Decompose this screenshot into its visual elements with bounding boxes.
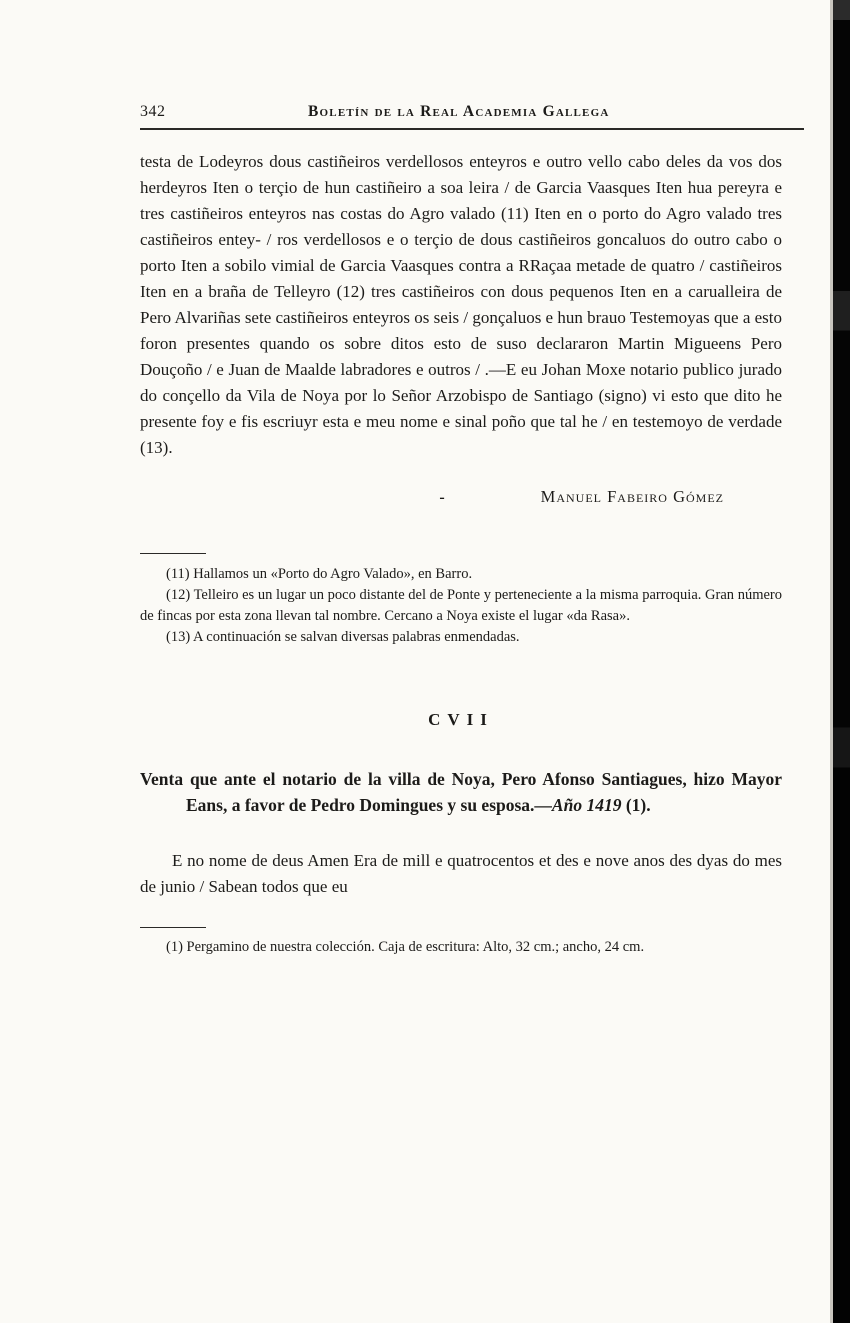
author-signature: Manuel Fabeiro Gómez [540, 487, 724, 506]
page-number: 342 [140, 103, 166, 120]
page-header [140, 103, 782, 121]
footnote-rule [140, 553, 206, 554]
section-body-paragraph: E no nome de deus Amen Era de mill e quatrocentos et des e nove anos des dyas do mes de junio / Sabean todos que eu [140, 851, 782, 896]
section-title [140, 766, 782, 818]
book-binding-scan-bar [830, 0, 850, 1323]
footnote-1: (1) Pergamino de nuestra colección. Caja de escritura: Alto, 32 cm.; ancho, 24 cm. [166, 939, 645, 955]
page-content [140, 103, 782, 958]
footnote-11: (11) Hallamos un «Porto do Agro Valado», en Barro. [166, 566, 473, 582]
bottom-footnote-rule [140, 927, 206, 928]
section-title-tail: (1). [621, 795, 651, 815]
section-title-year: Año 1419 [551, 795, 622, 815]
signature-dash: - [439, 489, 445, 506]
journal-title: Boletín de la Real Academia Gallega [307, 103, 610, 120]
document-body-paragraph: testa de Lodeyros dous castiñeiros verdellosos enteyros e outro vello cabo deles da vos dos herdeyros Iten o terçio de hun castiñeiro a soa leira / de Garcia Vaasques Iten hua pereyra e tres castiñeiros enteyros nas costas do Agro valado (11) Iten en o porto do Agro valado tres castiñeiros entey- / ros verdellosos e o terçio de dous castiñeiros goncaluos do outro cabo o porto Iten a sobilo vimial de Garcia Vaasques contra a RRaçaa metade de quatro / castiñeiros Iten en a braña de Telleyro (12) tres castiñeiros con dous pequenos Iten en a carualleira de Pero Alvariñas sete castiñeiros enteyros os seis / gonçaluos e hun brauo Testemoyas que a esto foron presentes quando os sobre ditos esto de suso declararon Martin Migueens Pero Douçoño / e Juan de Maalde labradores e outros / .—E eu Johan Moxe notario publico jurado do conçello da Vila de Noya por lo Señor Arzobispo de Santiago (signo) vi esto que dito he presente foy e fis escriuyr esta e meu nome e sinal poño que tal he / en testemoyo de verdade (13). [140, 152, 782, 457]
header-rule [140, 128, 804, 130]
section-number: CVII [428, 710, 494, 729]
footnote-13: (13) A continuación se salvan diversas palabras enmendadas. [166, 629, 520, 645]
section-title-bold: Venta que ante el notario de la villa de Noya, Pero Afonso Santiagues, hizo Mayor Eans, a favor de Pedro Domingues y su esposa.— [140, 769, 782, 815]
footnote-12: (12) Telleiro es un lugar un poco distante del de Ponte y perteneciente a la misma parroquia. Gran número de fincas por esta zona llevan tal nombre. Cercano a Noya existe el lugar «da Rasa». [140, 587, 782, 624]
signature-row [140, 487, 782, 507]
